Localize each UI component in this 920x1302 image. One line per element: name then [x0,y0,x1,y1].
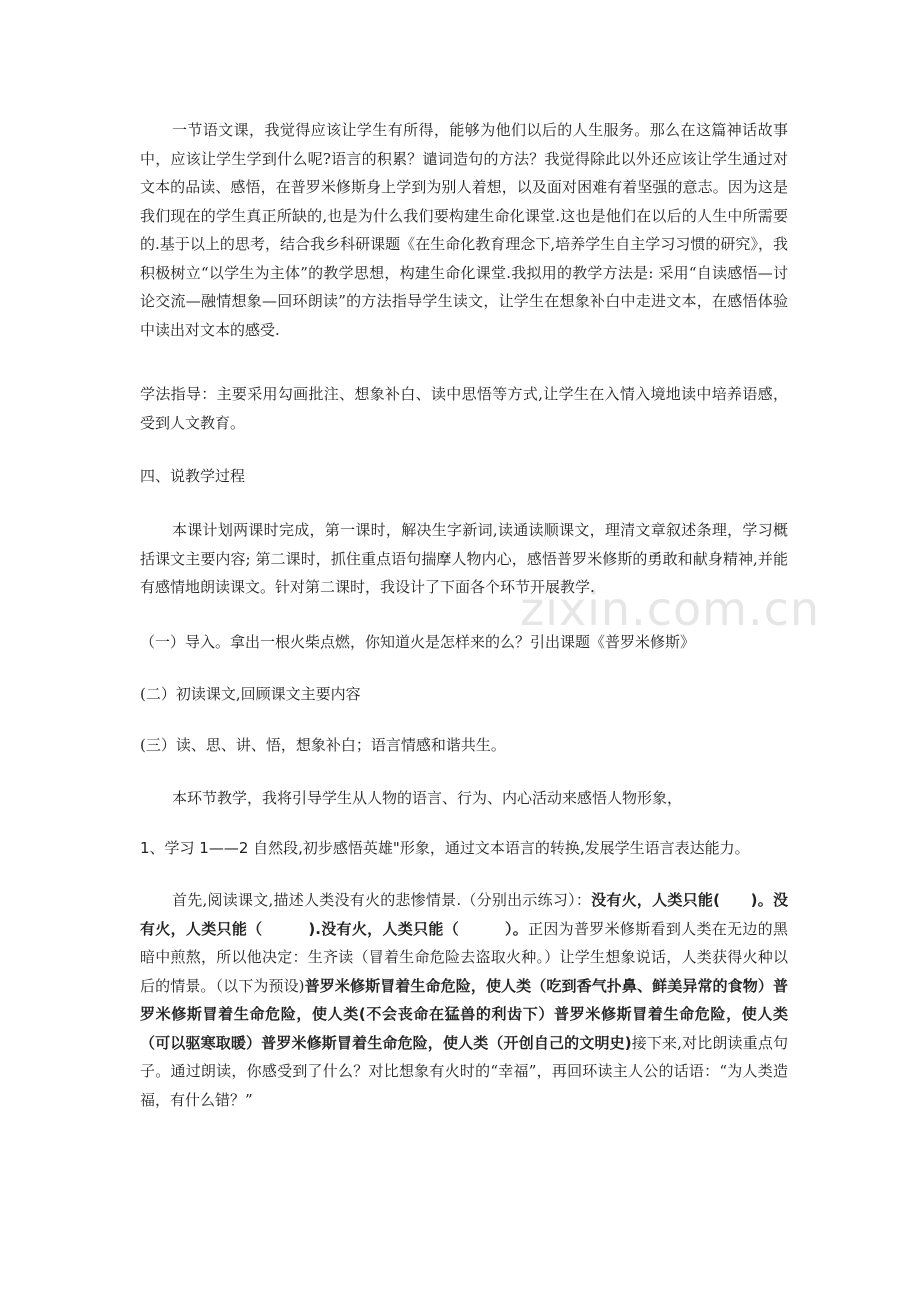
step-first-reading: (二）初读课文,回顾课文主要内容 [140,685,361,703]
paragraph-lesson-plan: 本课计划两课时完成，第一课时，解决生字新词,读通读顺课文，理清文章叙述条理，学习概括课文主要内容; 第二课时，抓住重点语句揣摩人物内心，感悟普罗米修斯的勇敢和献身精神,并能有感情地朗读课文。针对第二课时，我设计了下面各个环节开展教学. [140,521,788,596]
practice-conclusion: 接下来,对比朗读重点句子。通过朗读，你感受到了什么？对比想象有火时的“幸福”，再回环读主人公的话语：“为人类造福，有什么错？” [140,1033,788,1109]
practice-context: 正因为普罗米修斯看到人类在无边的黑暗中煎熬，所以他决定：生齐读（冒着生命危险去盗取火种。）让学生想象说话，人类获得火种以后的情景。（以下为预设) [140,919,788,995]
paragraph-teaching-philosophy: 一节语文课，我觉得应该让学生有所得，能够为他们以后的人生服务。那么在这篇神话故事中，应该让学生学到什么呢?语言的积累？谴词造句的方法？我觉得除此以外还应该让学生通过对文本的品读、感悟，在普罗米修斯身上学到为别人着想，以及面对困难有着坚强的意志。因为这是我们现在的学生真正所缺的,也是为什么我们要构建生命化课堂.这也是他们在以后的人生中所需要的.基于以上的思考，结合我乡科研课题《在生命化教育理念下,培养学生自主学习习惯的研究》，我积极树立“以学生为主体”的教学思想，构建生命化课堂.我拟用的教学方法是: 采用“自读感悟—讨论交流—融情想象—回环朗读”的方法指导学生读文，让学生在想象补白中走进文本，在感悟体验中读出对文本的感受. [140,121,788,339]
watermark: zixin.com.cn [520,582,821,636]
practice-intro: 首先,阅读课文,描述人类没有火的悲惨情景.（分别出示练习）： [172,891,592,909]
step-introduction: （一）导入。拿出一根火柴点燃，你知道火是怎样来的么？引出课题《普罗米修斯》 [140,633,696,651]
step-paragraphs-1-2: 1、学习 1——2 自然段,初步感悟英雄"形象，通过文本语言的转换,发展学生语言表达能力。 [140,839,750,857]
step-reading-thinking: (三）读、思、讲、悟，想象补白；语言情感和谐共生。 [140,736,506,754]
practice-fill-blanks: 没有火，人类只能( )。没有火，人类只能（ ).没有火，人类只能（ ）。 [140,891,789,938]
paragraph-character-analysis: 本环节教学，我将引导学生从人物的语言、行为、内心活动来感悟人物形象， [172,789,683,807]
paragraph-practice [140,886,788,1114]
paragraph-study-guidance: 学法指导：主要采用勾画批注、想象补白、读中思悟等方式,让学生在入情入境地读中培养语感，受到人文教育。 [140,385,788,432]
section-heading-teaching-process: 四、说教学过程 [140,467,246,485]
practice-examples: 普罗米修斯冒着生命危险，使人类（吃到香气扑鼻、鲜美异常的食物）普罗米修斯冒着生命危险，使人类(不会丧命在猛兽的利齿下）普罗米修斯冒着生命危险，使人类（可以驱寒取暖）普罗米修斯冒着生命危险，使人类（开创自己的文明史) [140,976,788,1052]
